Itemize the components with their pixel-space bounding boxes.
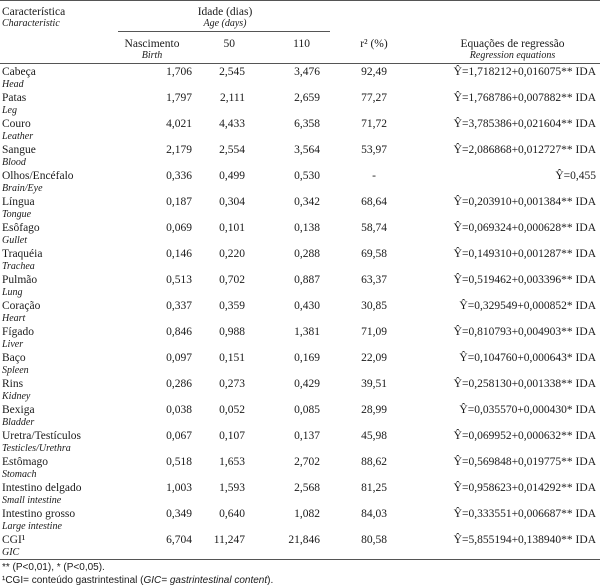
table-row — [0, 326, 600, 352]
cell-equation: Ŷ=0,333551+0,006687** IDA — [453, 508, 596, 520]
row-name-en: Spleen — [2, 365, 29, 376]
row-name-en: Large intestine — [2, 521, 62, 532]
row-name-pt: Uretra/Testículos — [2, 430, 82, 442]
row-name-en: Bladder — [2, 417, 35, 428]
cell-day-50: 2,554 — [219, 144, 245, 156]
cell-r2: 88,62 — [361, 456, 387, 468]
cell-day-50: 11,247 — [213, 534, 245, 546]
footnote-cgi-suffix: ). — [267, 575, 274, 586]
row-name-pt: Bexiga — [2, 404, 35, 416]
cell-r2: 80,58 — [361, 534, 387, 546]
row-name-en: Gullet — [2, 235, 27, 246]
footnote-cgi-italic: GIC= gastrintestinal content — [143, 575, 268, 586]
cell-day-110: 0,530 — [294, 170, 320, 182]
header-birth-pt: Nascimento — [124, 38, 180, 50]
cell-day-50: 0,101 — [219, 222, 245, 234]
table-row — [0, 508, 600, 534]
cell-day-110: 3,564 — [294, 144, 320, 156]
bottom-rule — [0, 559, 600, 560]
cell-equation: Ŷ=0,203910+0,001384** IDA — [453, 196, 596, 208]
table-row — [0, 300, 600, 326]
cell-day-50: 1,593 — [219, 482, 245, 494]
header-day-50: 50 — [223, 38, 235, 50]
cell-day-50: 0,640 — [219, 508, 245, 520]
cell-day-110: 0,429 — [294, 378, 320, 390]
cell-equation: Ŷ=0,569848+0,019775** IDA — [453, 456, 596, 468]
cell-day-50: 0,359 — [219, 300, 245, 312]
header-day-110: 110 — [293, 38, 310, 50]
cell-birth: 0,146 — [166, 248, 192, 260]
cell-day-110: 0,288 — [294, 248, 320, 260]
cell-day-110: 0,169 — [294, 352, 320, 364]
cell-r2: 45,98 — [361, 430, 387, 442]
cell-day-110: 2,568 — [294, 482, 320, 494]
cell-day-50: 2,545 — [219, 66, 245, 78]
cell-birth: 0,067 — [166, 430, 192, 442]
cell-r2: 71,09 — [361, 326, 387, 338]
header-characteristic-pt: Característica — [2, 6, 66, 18]
table-row — [0, 352, 600, 378]
table-row — [0, 222, 600, 248]
cell-birth: 0,069 — [166, 222, 192, 234]
row-name-en: Testicles/Urethra — [2, 443, 71, 454]
cell-r2: 30,85 — [361, 300, 387, 312]
row-name-en: Leather — [2, 131, 34, 142]
cell-day-50: 0,220 — [219, 248, 245, 260]
row-name-pt: Sangue — [2, 144, 36, 156]
cell-r2: 28,99 — [361, 404, 387, 416]
cell-birth: 0,038 — [166, 404, 192, 416]
cell-r2: 92,49 — [361, 66, 387, 78]
row-name-pt: Traquéia — [2, 248, 43, 260]
cell-equation: Ŷ=0,810793+0,004903** IDA — [453, 326, 596, 338]
footnote-significance: ** (P<0,01), * (P<0,05). — [2, 562, 105, 573]
cell-day-110: 0,887 — [294, 274, 320, 286]
row-name-pt: CGI¹ — [2, 534, 26, 546]
cell-equation: Ŷ=0,035570+0,000430* IDA — [459, 404, 596, 416]
table-row — [0, 66, 600, 92]
table-row — [0, 482, 600, 508]
cell-birth: 1,706 — [166, 66, 192, 78]
row-name-pt: Cabeça — [2, 66, 36, 78]
cell-equation: Ŷ=0,149310+0,001287** IDA — [453, 248, 596, 260]
cell-day-50: 4,433 — [219, 118, 245, 130]
cell-day-110: 0,085 — [294, 404, 320, 416]
row-name-pt: Olhos/Encéfalo — [2, 170, 74, 182]
table-row — [0, 456, 600, 482]
cell-equation: Ŷ=2,086868+0,012727** IDA — [453, 144, 596, 156]
table-row — [0, 430, 600, 456]
cell-day-50: 0,107 — [219, 430, 245, 442]
header-age-en: Age (days) — [203, 18, 247, 29]
cell-equation: Ŷ=0,958623+0,014292** IDA — [453, 482, 596, 494]
cell-birth: 0,846 — [166, 326, 192, 338]
header-equations-pt: Equações de regressão — [460, 38, 565, 50]
cell-day-110: 21,846 — [288, 534, 320, 546]
row-name-en: Small intestine — [2, 495, 62, 506]
header-age-pt: Idade (dias) — [197, 6, 253, 18]
cell-r2: 69,58 — [361, 248, 387, 260]
cell-day-50: 0,304 — [219, 196, 245, 208]
header-equations-en: Regression equations — [469, 50, 556, 61]
cell-day-110: 0,138 — [294, 222, 320, 234]
row-name-pt: Rins — [2, 378, 24, 390]
table-row — [0, 274, 600, 300]
cell-day-50: 0,151 — [219, 352, 245, 364]
cell-day-110: 0,342 — [294, 196, 320, 208]
row-name-pt: Intestino grosso — [2, 508, 76, 520]
cell-birth: 0,187 — [166, 196, 192, 208]
row-name-en: Brain/Eye — [2, 183, 43, 194]
row-name-pt: Baço — [2, 352, 26, 364]
footnote-cgi-prefix: ¹CGI= conteúdo gastrintestinal ( — [2, 575, 144, 586]
cell-r2: - — [372, 170, 376, 182]
cell-birth: 1,003 — [166, 482, 192, 494]
cell-equation: Ŷ=1,718212+0,016075** IDA — [453, 66, 596, 78]
cell-birth: 0,336 — [166, 170, 192, 182]
table-row — [0, 534, 600, 560]
row-name-en: Leg — [2, 105, 17, 116]
cell-birth: 0,513 — [166, 274, 192, 286]
cell-day-50: 2,111 — [219, 92, 245, 104]
cell-equation: Ŷ=1,768786+0,007882** IDA — [453, 92, 596, 104]
cell-day-50: 0,702 — [219, 274, 245, 286]
top-rule — [0, 0, 600, 1]
cell-r2: 53,97 — [361, 144, 387, 156]
row-name-en: Tongue — [2, 209, 32, 220]
row-name-pt: Couro — [2, 118, 31, 130]
cell-equation: Ŷ=0,069952+0,000632** IDA — [453, 430, 596, 442]
row-name-en: Lung — [2, 287, 23, 298]
row-name-pt: Estômago — [2, 456, 48, 468]
cell-day-50: 1,653 — [219, 456, 245, 468]
table-row — [0, 404, 600, 430]
row-name-en: Kidney — [2, 391, 31, 402]
cell-equation: Ŷ=0,069324+0,000628** IDA — [453, 222, 596, 234]
cell-birth: 4,021 — [166, 118, 192, 130]
table-row — [0, 378, 600, 404]
cell-day-110: 1,082 — [294, 508, 320, 520]
cell-day-110: 6,358 — [294, 118, 320, 130]
cell-r2: 68,64 — [361, 196, 387, 208]
cell-r2: 77,27 — [361, 92, 387, 104]
row-name-pt: Fígado — [2, 326, 34, 338]
header-r2: r² (%) — [360, 38, 388, 50]
row-name-en: Stomach — [2, 469, 37, 480]
cell-birth: 6,704 — [166, 534, 192, 546]
cell-equation: Ŷ=0,519462+0,003396** IDA — [453, 274, 596, 286]
cell-equation: Ŷ=0,329549+0,000852* IDA — [459, 300, 596, 312]
row-name-pt: Pulmão — [2, 274, 38, 286]
cell-birth: 0,097 — [166, 352, 192, 364]
cell-r2: 22,09 — [361, 352, 387, 364]
cell-r2: 58,74 — [361, 222, 387, 234]
header-rule — [0, 63, 600, 64]
cell-day-50: 0,273 — [219, 378, 245, 390]
row-name-en: Heart — [2, 313, 26, 324]
cell-day-110: 0,430 — [294, 300, 320, 312]
cell-birth: 0,349 — [166, 508, 192, 520]
row-name-pt: Intestino delgado — [2, 482, 82, 494]
cell-day-110: 3,476 — [294, 66, 320, 78]
cell-day-110: 1,381 — [294, 326, 320, 338]
cell-r2: 81,25 — [361, 482, 387, 494]
cell-birth: 0,518 — [166, 456, 192, 468]
table-row — [0, 196, 600, 222]
table-row — [0, 170, 600, 196]
cell-birth: 2,179 — [166, 144, 192, 156]
cell-r2: 84,03 — [361, 508, 387, 520]
row-name-en: GIC — [2, 547, 20, 558]
row-name-pt: Coração — [2, 300, 41, 312]
cell-birth: 1,797 — [166, 92, 192, 104]
cell-birth: 0,337 — [166, 300, 192, 312]
row-name-pt: Esôfago — [2, 222, 40, 234]
cell-day-50: 0,988 — [219, 326, 245, 338]
header-characteristic-en: Characteristic — [2, 18, 60, 29]
row-name-en: Trachea — [2, 261, 35, 272]
row-name-pt: Patas — [2, 92, 27, 104]
cell-r2: 71,72 — [361, 118, 387, 130]
table-row — [0, 118, 600, 144]
cell-r2: 39,51 — [361, 378, 387, 390]
age-group-rule — [118, 31, 330, 32]
cell-equation: Ŷ=0,104760+0,000643* IDA — [459, 352, 596, 364]
table-row — [0, 92, 600, 118]
row-name-en: Liver — [2, 339, 24, 350]
cell-day-110: 0,137 — [294, 430, 320, 442]
cell-equation: Ŷ=0,455 — [555, 170, 596, 182]
cell-equation: Ŷ=5,855194+0,138940** IDA — [453, 534, 596, 546]
row-name-pt: Língua — [2, 196, 35, 208]
row-name-en: Blood — [2, 157, 26, 168]
cell-day-50: 0,052 — [219, 404, 245, 416]
table-row — [0, 144, 600, 170]
cell-day-110: 2,659 — [294, 92, 320, 104]
footnote-cgi — [2, 575, 273, 587]
cell-day-110: 2,702 — [294, 456, 320, 468]
table-row — [0, 248, 600, 274]
header-birth-en: Birth — [141, 50, 163, 61]
cell-birth: 0,286 — [166, 378, 192, 390]
cell-equation: Ŷ=0,258130+0,001338** IDA — [453, 378, 596, 390]
cell-r2: 63,37 — [361, 274, 387, 286]
cell-day-50: 0,499 — [219, 170, 245, 182]
row-name-en: Head — [2, 79, 24, 90]
cell-equation: Ŷ=3,785386+0,021604** IDA — [453, 118, 596, 130]
